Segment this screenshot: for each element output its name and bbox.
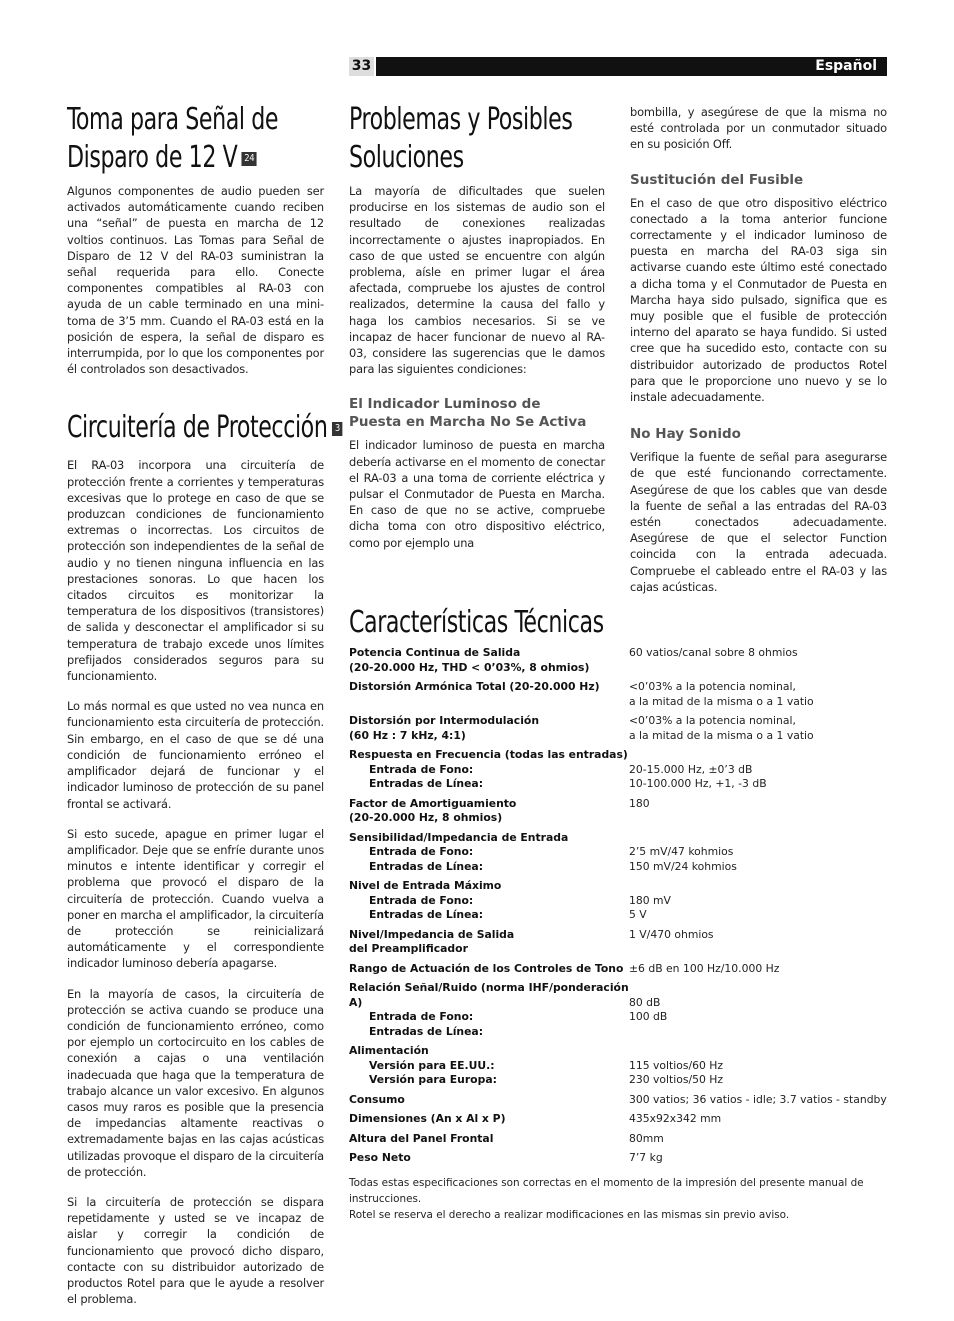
spec-text: 150 mV/24 kohmios (629, 859, 737, 873)
column-right (630, 104, 887, 609)
section-title-protection (67, 409, 340, 447)
spec-text (629, 1044, 889, 1059)
header-bar (376, 57, 887, 76)
spec-text: Potencia Continua de Salida (349, 646, 521, 659)
spec-value (629, 981, 889, 1039)
spec-label (349, 1112, 629, 1127)
spec-value (629, 680, 889, 709)
spec-value (629, 831, 889, 875)
spec-text: Relación Señal/Ruido (norma IHF/ponderación A) (349, 981, 629, 1009)
spec-label (349, 1132, 629, 1147)
spec-label (349, 1044, 629, 1088)
spec-row (349, 1151, 889, 1166)
spec-label (349, 680, 629, 709)
title-line: Problemas y Posibles (349, 102, 573, 137)
spec-value (629, 797, 889, 826)
spec-text: Nivel/Impedancia de Salida (349, 927, 515, 941)
spec-text: a la mitad de la misma o a 1 vatio (629, 728, 814, 742)
section-title-troubleshooting (349, 101, 573, 177)
spec-text: 7’7 kg (629, 1151, 663, 1164)
spec-row (349, 680, 889, 709)
spec-text: Entradas de Línea: (369, 777, 484, 790)
section-title-trigger (67, 101, 278, 177)
spec-row (349, 879, 889, 923)
paragraph: En la mayoría de casos, la circuitería de protección se activa cuando se produce una condición de funcionamiento erróneo, como por ejemplo un cortocircuito en los cables de conexión a cajas o una ventilación inadecuada que haga que la temperatura de trabajo alcance un valor excesivo. En algunos casos muy raros es posible que la presencia de impedancias altamente reactivas o extremadamente bajas en las cajas acústicas utilizadas provoque el disparo de la circuitería de protección. (67, 986, 324, 1179)
section-title-specs: Características Técnicas (349, 605, 604, 640)
spec-label (349, 879, 629, 923)
spec-text: (60 Hz : 7 kHz, 4:1) (349, 728, 466, 742)
subheading-line: El Indicador Luminoso de (349, 396, 541, 413)
spec-text: <0’03% a la potencia nominal, (629, 680, 796, 693)
spec-value (629, 1044, 889, 1088)
spec-text: Entrada de Fono: (369, 762, 474, 776)
spec-text: Entradas de Línea: (369, 1024, 484, 1038)
paragraph: En el caso de que otro dispositivo eléctrico conectado a la toma anterior funcione correctamente y el indicador luminoso de puesta en marcha del RA-03 siga sin activarse cuando este último esté conectado a dicha toma y el Conmutador de Puesta en Marcha haya sido pulsado, significa que es muy posible que el fusible de protección interno del aparato se haya fundido. Si usted cree que ha sucedido esto, contacte con su distribuidor autorizado de productos Rotel para que le proporcione uno nuevo y se lo instale adecuadamente. (630, 195, 887, 405)
reference-badge: 24 (241, 152, 257, 166)
spec-value (629, 714, 889, 743)
spec-text: <0’03% a la potencia nominal, (629, 714, 796, 727)
spec-value (629, 879, 889, 923)
spec-text: Consumo (349, 1092, 405, 1106)
reference-badge: 3 (332, 422, 343, 436)
spec-text: Versión para EE.UU.: (369, 1058, 495, 1072)
spec-text: Peso Neto (349, 1151, 411, 1164)
spec-text: Entrada de Fono: (369, 1010, 474, 1023)
spec-text: 5 V (629, 908, 647, 921)
paragraph: bombilla, y asegúrese de que la misma no esté controlada por un conmutador situado en su posición Off. (630, 105, 887, 152)
specs-table (349, 646, 889, 1171)
spec-value (629, 1151, 889, 1166)
spec-row (349, 714, 889, 743)
spec-value (629, 928, 889, 957)
spec-text (629, 879, 889, 894)
paragraph: Si esto sucede, apague en primer lugar el amplificador. Deje que se enfríe durante unos minutos e intente identificar y corregir el problema que provocó el disparo de la circuitería de protección. Cuando vuelva a poner en marcha el amplificador, la circuitería de protección se reinicializará automáticamente y el correspondiente indicador luminoso debería apagarse. (67, 826, 324, 971)
language-label: Español (815, 58, 877, 74)
paragraph: Lo más normal es que usted no vea nunca en funcionamiento esta circuitería de protección. Sin embargo, en el caso de que se dé una condición de funcionamiento erróneo el amplificador dejará de funcionar y el indicador luminoso de protección de su panel frontal se activará. (67, 699, 324, 811)
spec-value (629, 1112, 889, 1127)
spec-text: (20-20.000 Hz, THD < 0’03%, 8 ohmios) (349, 660, 590, 674)
spec-text: del Preamplificador (349, 942, 468, 955)
spec-text: Respuesta en Frecuencia (todas las entradas) (349, 748, 628, 761)
spec-text: 80mm (629, 1131, 664, 1145)
spec-label (349, 1151, 629, 1166)
spec-row (349, 1112, 889, 1127)
spec-text (629, 981, 889, 996)
spec-label (349, 928, 629, 957)
spec-text: Sensibilidad/Impedancia de Entrada (349, 830, 569, 844)
spec-text: Versión para Europa: (369, 1073, 497, 1086)
spec-text: (20-20.000 Hz, 8 ohmios) (349, 811, 503, 824)
spec-value (629, 646, 889, 675)
spec-text: Factor de Amortiguamiento (349, 796, 517, 810)
spec-text: 20-15.000 Hz, ±0’3 dB (629, 762, 753, 776)
spec-row (349, 962, 889, 977)
spec-text: 10-100.000 Hz, +1, -3 dB (629, 777, 767, 790)
paragraph: Si la circuitería de protección se dispara repetidamente y usted se ve incapaz de aislar y corregir la condición de funcionamiento que provocó dicho disparo, contacte con su distribuidor autorizado de productos Rotel para que le ayude a resolver el problema. (67, 1194, 324, 1307)
spec-text: Distorsión por Intermodulación (349, 714, 539, 727)
spec-row (349, 1132, 889, 1147)
spec-label (349, 797, 629, 826)
spec-text: 435x92x342 mm (629, 1112, 722, 1125)
spec-text: Entradas de Línea: (369, 908, 484, 921)
spec-label (349, 748, 629, 792)
spec-text: 115 voltios/60 Hz (629, 1058, 724, 1072)
specs-note (349, 1175, 889, 1223)
spec-row (349, 748, 889, 792)
spec-text: Entrada de Fono: (369, 845, 474, 858)
title-line: Disparo de 12 V (67, 140, 238, 175)
column-middle (349, 101, 605, 565)
title-line: Toma para Señal de (67, 102, 279, 137)
spec-text: 2’5 mV/47 kohmios (629, 845, 734, 858)
spec-text: 300 vatios; 36 vatios - idle; 3.7 vatios - standby (629, 1092, 887, 1106)
paragraph: El indicador luminoso de puesta en marcha debería activarse en el momento de conectar el RA-03 a una toma de corriente eléctrica y pulsar el Conmutador de Puesta en Marcha. En caso de que no se active, compruebe dicha toma con otro dispositivo eléctrico, como por ejemplo una (349, 438, 605, 550)
spec-text: ±6 dB en 100 Hz/10.000 Hz (629, 961, 780, 975)
spec-text: Nivel de Entrada Máximo (349, 879, 502, 892)
note-line: Todas estas especificaciones son correctas en el momento de la impresión del presente manual de instrucciones. (349, 1177, 864, 1205)
spec-text: Rango de Actuación de los Controles de Tono (349, 961, 624, 975)
spec-value (629, 748, 889, 792)
spec-row (349, 981, 889, 1039)
spec-text: 230 voltios/50 Hz (629, 1073, 724, 1086)
spec-row (349, 646, 889, 675)
spec-text: 1 V/470 ohmios (629, 927, 714, 941)
subheading-line: Puesta en Marcha No Se Activa (349, 414, 587, 431)
spec-text: Entradas de Línea: (369, 859, 484, 873)
subheading (349, 395, 605, 431)
spec-label (349, 646, 629, 675)
spec-text (629, 831, 889, 846)
subheading: Sustitución del Fusible (630, 171, 804, 188)
spec-text: Distorsión Armónica Total (20-20.000 Hz) (349, 680, 600, 693)
spec-row (349, 928, 889, 957)
spec-text (629, 748, 889, 763)
spec-text: Altura del Panel Frontal (349, 1131, 494, 1145)
spec-text: 80 dB (629, 995, 661, 1009)
spec-text: a la mitad de la misma o a 1 vatio (629, 694, 814, 708)
title-line: Circuitería de Protección (67, 410, 328, 446)
spec-row (349, 797, 889, 826)
paragraph: La mayoría de dificultades que suelen producirse en los sistemas de audio son el resultado de conexiones realizadas incorrectamente o ajustes inapropiados. En caso de que usted se encuentre con algún problema, aísle en primer lugar el área afectada, compruebe los ajustes de control realizados, determine la causa del fallo y haga los cambios necesarios. Si se ve incapaz de hacer funcionar de nuevo al RA-03, considere las sugerencias que le damos para las siguientes condiciones: (349, 184, 605, 377)
spec-text: Entrada de Fono: (369, 893, 474, 907)
page-number: 33 (349, 57, 374, 76)
spec-text: 180 mV (629, 893, 671, 907)
spec-row (349, 1093, 889, 1108)
spec-label (349, 714, 629, 743)
spec-value (629, 962, 889, 977)
spec-value (629, 1093, 889, 1108)
title-line: Soluciones (349, 140, 464, 175)
spec-row (349, 831, 889, 875)
paragraph: El RA-03 incorpora una circuitería de protección frente a corrientes y temperaturas excesivas que lo protege en caso de que se produzcan condiciones de funcionamiento extremas o incorrectas. Los circuitos de protección son independientes de la señal de audio y no tienen ninguna influencia en las prestaciones sonoras. Lo que hacen los citados circuitos es monitorizar la temperatura de los dispositivos (transistores) de salida y desconectar el amplificador si su temperatura de trabajo excede unos límites prefijados considerados seguros para su funcionamiento. (67, 458, 324, 684)
spec-row (349, 1044, 889, 1088)
spec-text: 100 dB (629, 1010, 668, 1023)
spec-label (349, 831, 629, 875)
spec-text: Alimentación (349, 1044, 429, 1057)
spec-label (349, 1093, 629, 1108)
spec-label (349, 981, 629, 1039)
note-line: Rotel se reserva el derecho a realizar modificaciones en las mismas sin previo aviso. (349, 1209, 790, 1221)
spec-text: 60 vatios/canal sobre 8 ohmios (629, 646, 798, 659)
spec-label (349, 962, 629, 977)
paragraph: Verifique la fuente de señal para asegurarse de que esté funcionando correctamente. Asegúrese de que los cables que van desde la fuente de señal a las entradas del RA-03 estén conectados adecuadamente. Asegúrese de que el selector Function coincida con la entrada adecuada. Compruebe el cableado entre el RA-03 y las cajas acústicas. (630, 450, 887, 594)
paragraph: Algunos componentes de audio pueden ser activados automáticamente cuando reciben una “señal” de puesta en marcha de 12 voltios continuos. Las Tomas para Señal de Disparo de 12 V del RA-03 suministran la señal requerida para ello. Conecte componentes compatibles al RA-03 con ayuda de un cable terminado en una mini-toma de 3’5 mm. Cuando el RA-03 está en la posición de espera, la señal de disparo es interrumpida, por lo que los componentes por él controlados son desactivados. (67, 184, 324, 377)
spec-text: Dimensiones (An x Al x P) (349, 1112, 506, 1125)
column-left (67, 101, 340, 1321)
subheading: No Hay Sonido (630, 426, 741, 443)
spec-text: 180 (629, 796, 650, 810)
spec-value (629, 1132, 889, 1147)
